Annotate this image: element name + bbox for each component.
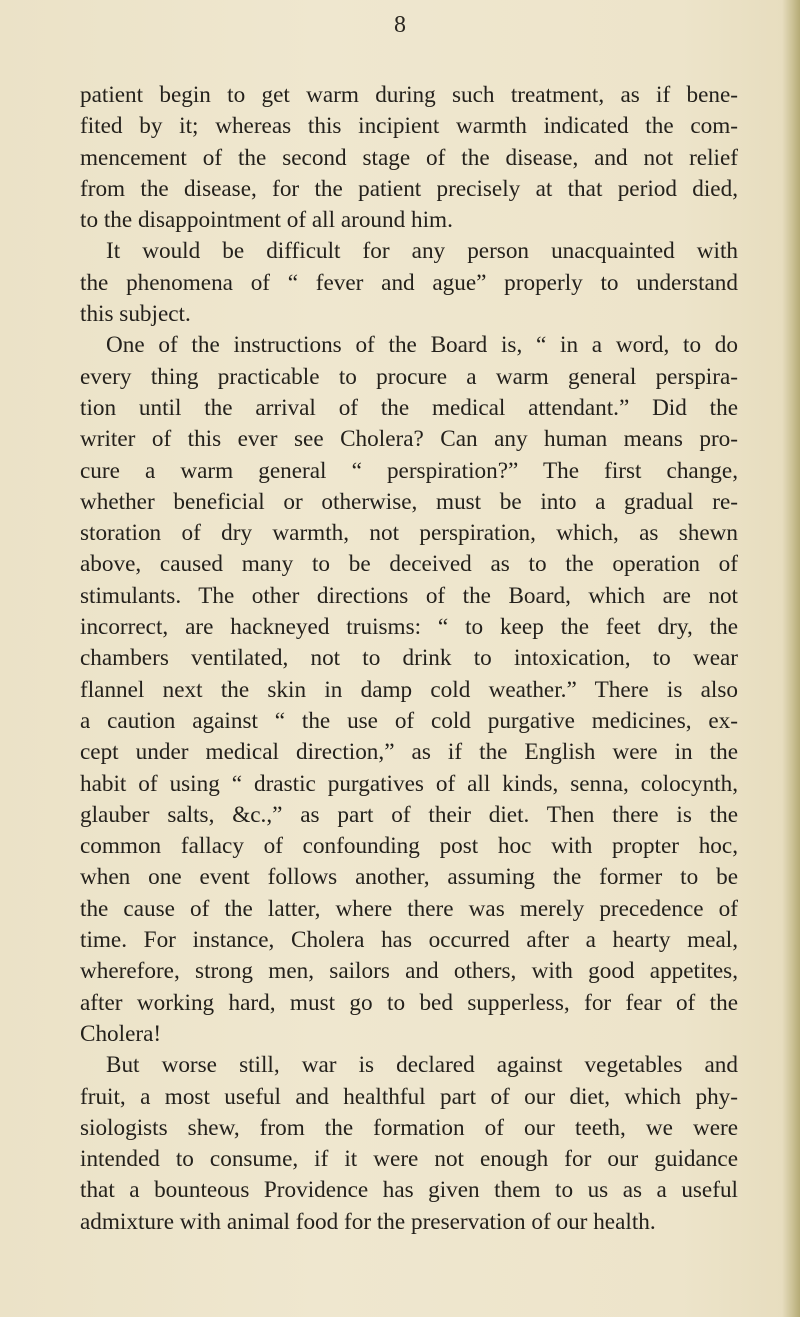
text-line: the cause of the latter, where there was merely precedence of xyxy=(80,895,738,922)
text-line: tion until the arrival of the medical attendant.” Did the xyxy=(80,394,738,421)
body-text xyxy=(80,80,738,1238)
text-line: time. For instance, Cholera has occurred after a hearty meal, xyxy=(80,927,738,954)
text-line: writer of this ever see Cholera? Can any human means pro- xyxy=(80,426,738,453)
text-line: this subject. xyxy=(80,301,191,328)
text-line: fited by it; whereas this incipient warmth indicated the com- xyxy=(80,113,738,140)
text-line: admixture with animal food for the preservation of our health. xyxy=(80,1208,656,1235)
text-line: wherefore, strong men, sailors and others, with good appetites, xyxy=(80,958,738,985)
text-line: One of the instructions of the Board is, “ in a word, to do xyxy=(106,332,738,359)
text-line: stimulants. The other directions of the Board, which are not xyxy=(80,582,738,609)
page-edge-shadow xyxy=(782,0,800,1317)
text-line: the phenomena of “ fever and ague” properly to understand xyxy=(80,269,738,296)
text-line: storation of dry warmth, not perspiration, which, as shewn xyxy=(80,520,738,547)
text-line: But worse still, war is declared against vegetables and xyxy=(106,1052,738,1079)
text-line: whether beneficial or otherwise, must be into a gradual re- xyxy=(80,488,738,515)
text-line: that a bounteous Providence has given them to us as a useful xyxy=(80,1177,738,1204)
text-line: incorrect, are hackneyed truisms: “ to keep the feet dry, the xyxy=(80,614,738,641)
text-line: habit of using “ drastic purgatives of all kinds, senna, colocynth, xyxy=(80,770,738,797)
text-line: after working hard, must go to bed supperless, for fear of the xyxy=(80,989,738,1016)
text-line: fruit, a most useful and healthful part of our diet, which phy- xyxy=(80,1083,738,1110)
text-line: common fallacy of confounding post hoc with propter hoc, xyxy=(80,833,738,860)
text-line: from the disease, for the patient precisely at that period died, xyxy=(80,175,738,202)
text-line: cept under medical direction,” as if the English were in the xyxy=(80,739,738,766)
text-line: patient begin to get warm during such treatment, as if bene- xyxy=(80,82,738,108)
text-line: siologists shew, from the formation of our teeth, we were xyxy=(80,1114,738,1141)
text-line: every thing practicable to procure a warm general perspira- xyxy=(80,363,738,390)
text-line: glauber salts, &c.,” as part of their diet. Then there is the xyxy=(80,801,738,828)
text-line: to the disappointment of all around him. xyxy=(80,207,453,234)
text-line: flannel next the skin in damp cold weather.” There is also xyxy=(80,676,738,703)
text-line: a caution against “ the use of cold purgative medicines, ex- xyxy=(80,707,738,734)
text-line: cure a warm general “ perspiration?” The first change, xyxy=(80,457,738,484)
text-line: It would be difficult for any person unacquainted with xyxy=(106,238,738,265)
text-line: Cholera! xyxy=(80,1020,162,1047)
text-line: when one event follows another, assuming the former to be xyxy=(80,864,738,891)
text-line: intended to consume, if it were not enough for our guidance xyxy=(80,1146,738,1173)
page-number: 8 xyxy=(394,12,406,38)
text-line: mencement of the second stage of the disease, and not relief xyxy=(80,144,738,171)
text-line: above, caused many to be deceived as to the operation of xyxy=(80,551,738,578)
text-line: chambers ventilated, not to drink to intoxication, to wear xyxy=(80,645,738,672)
